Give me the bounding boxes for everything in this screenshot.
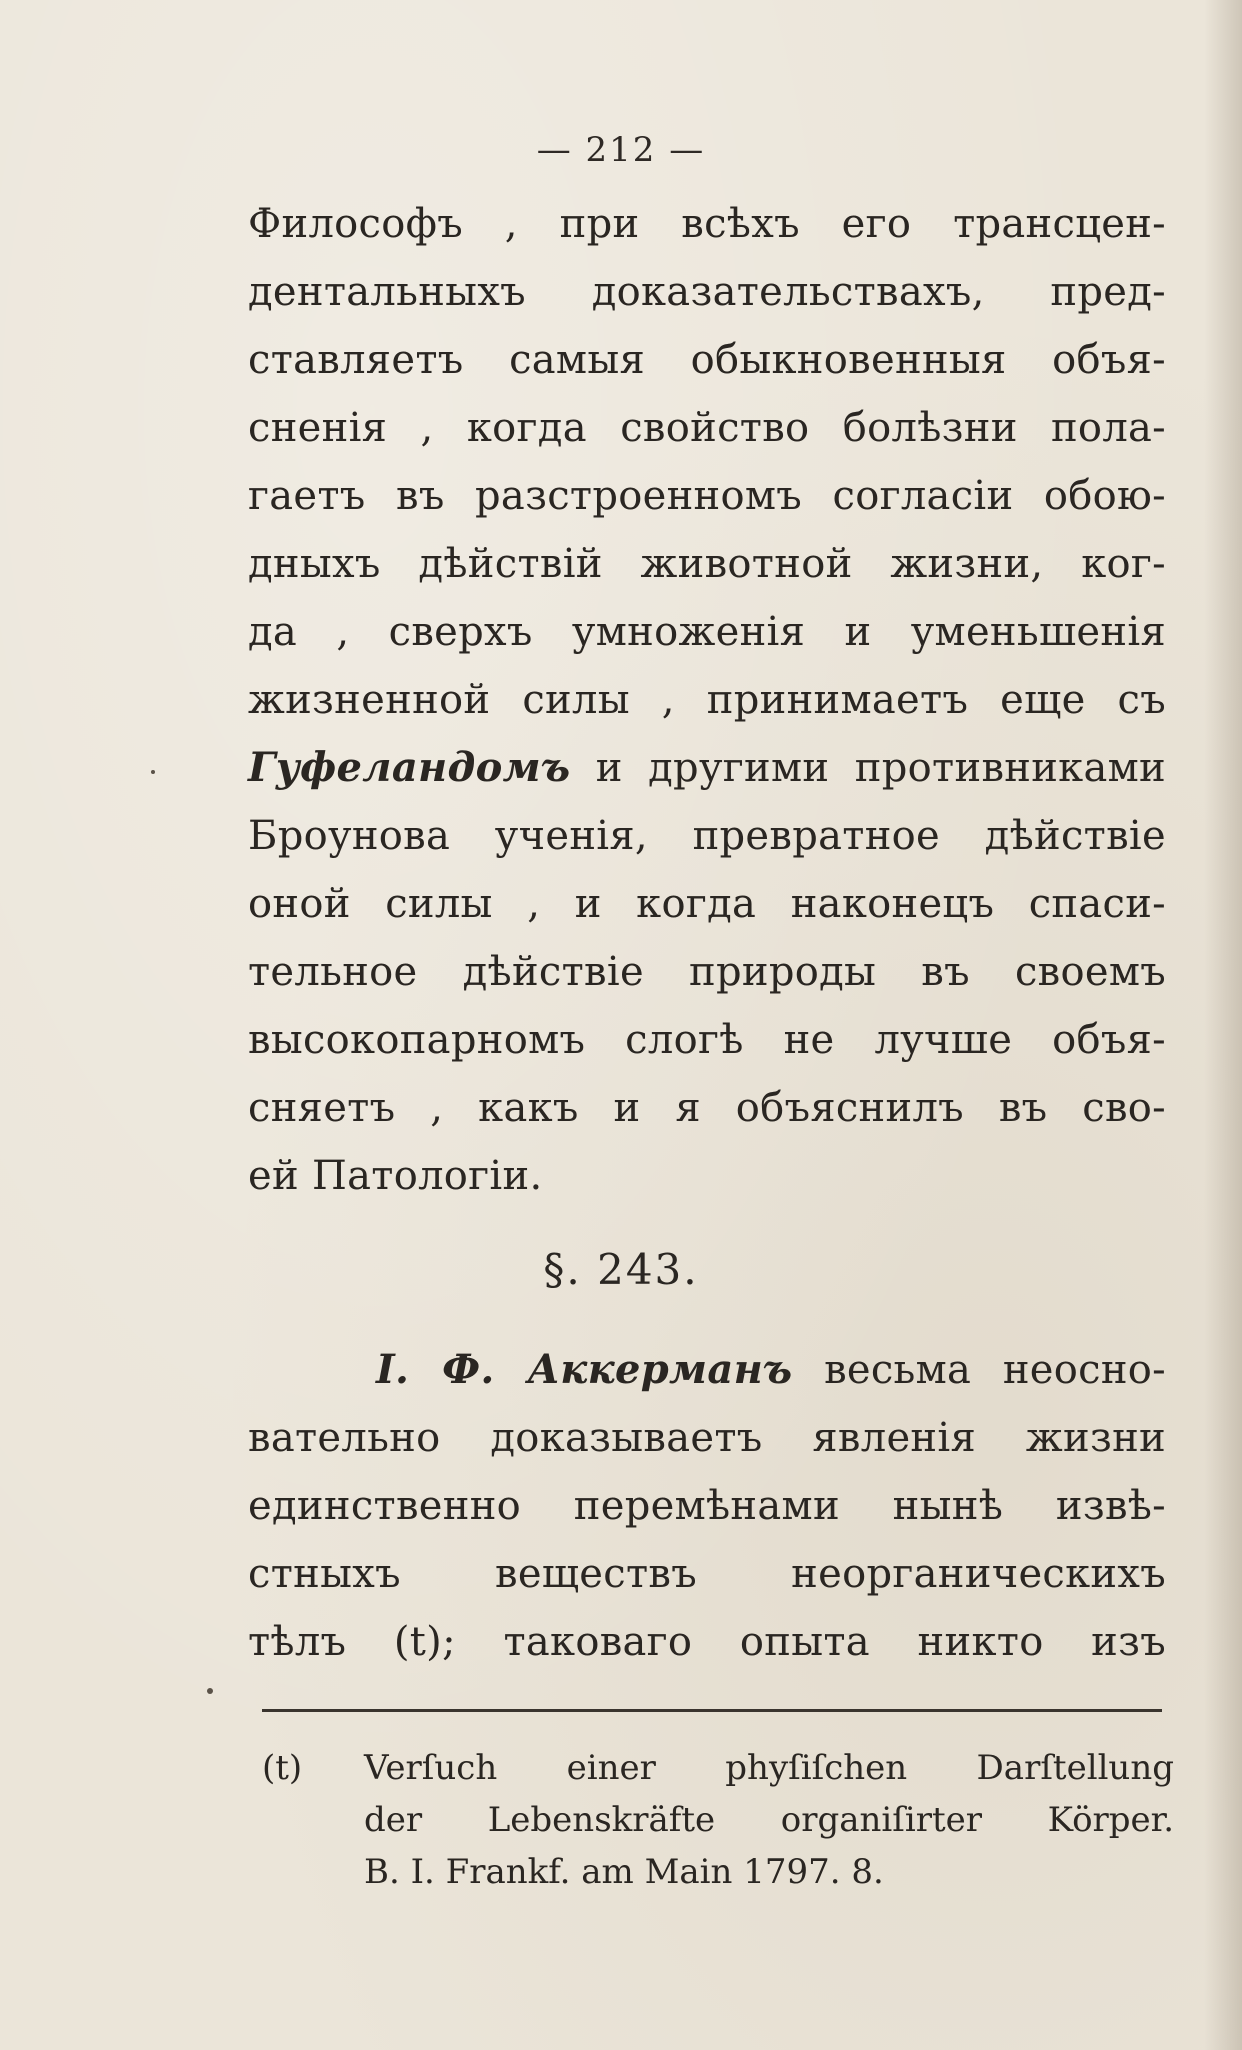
ink-speck [207,1688,213,1694]
page-edge-shadow [1204,0,1242,2050]
text-line: ставляетъ самыя обыкновенныя объя- [248,337,1166,383]
section-heading: §. 243. [543,1245,699,1294]
text-line [248,1336,1166,1404]
footnote-marker: (t) [262,1748,303,1788]
text-line: Броунова ученія, превратное дѣйствіе [248,813,1166,859]
text-line: гаетъ въ разстроенномъ согласіи обою- [248,473,1166,519]
paragraph-2 [248,1336,1166,1676]
footnote-line: der Lebenskräfte organiſirter Körper. [364,1800,1174,1840]
text-line: тельное дѣйствіе природы въ своемъ [248,949,1166,995]
footnote-rule [262,1709,1162,1712]
italic-name-hufeland: Гуфеландомъ [248,744,571,791]
page-number: — 212 — [536,130,706,170]
footnote-line: B. I. Frankf. am Main 1797. 8. [364,1852,884,1892]
paragraph-1 [248,190,1166,1210]
text-line: стныхъ веществъ неорганическихъ [248,1551,1166,1597]
footnote-line [262,1742,1174,1794]
footnote [262,1742,1174,1898]
text-line [248,734,1166,802]
ink-speck [151,770,155,774]
text-line: Философъ , при всѣхъ его трансцен- [248,201,1166,247]
text-line: дныхъ дѣйствій животной жизни, ког- [248,541,1166,587]
text-line: единственно перемѣнами нынѣ извѣ- [248,1483,1166,1529]
text-line: оной силы , и когда наконецъ спаси- [248,881,1166,927]
text-line: сненія , когда свойство болѣзни пола- [248,405,1166,451]
text-line: вательно доказываетъ явленія жизни [248,1415,1166,1461]
text-line: высокопарномъ слогѣ не лучше объя- [248,1017,1166,1063]
text-line: да , сверхъ умноженія и уменьшенія [248,609,1166,655]
text-line: дентальныхъ доказательствахъ, пред- [248,269,1166,315]
footnote-text: Verſuch einer phyſiſchen Darſtellung [364,1748,1174,1788]
text-fragment: и другими противниками [595,745,1166,791]
text-line: жизненной силы , принимаетъ еще съ [248,677,1166,723]
text-line: ей Патологіи. [248,1153,543,1199]
text-line: тѣлъ (t); таковаго опыта никто изъ [248,1619,1166,1665]
italic-name-ackermann: I. Ф. Аккерманъ [376,1346,793,1393]
text-line: сняетъ , какъ и я объяснилъ въ сво- [248,1085,1166,1131]
text-fragment: весьма неосно- [824,1347,1167,1393]
